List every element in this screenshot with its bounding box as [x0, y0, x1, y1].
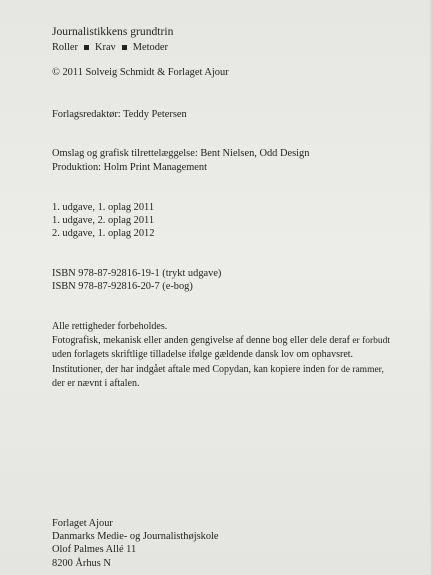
- rights-line-tail: for de rammer,: [325, 364, 384, 375]
- book-title: Journalistikkens grundtrin: [52, 25, 174, 38]
- rights-line-main: Institutioner, der har indgået aftale med Copydan, kan kopiere inden: [52, 363, 326, 375]
- rights-line: [52, 363, 390, 377]
- edition-item: 1. udgave, 1. oplag 2011: [52, 202, 155, 213]
- publisher-institution: Danmarks Medie- og Journalisthøjskole: [52, 531, 219, 543]
- isbn-list: [52, 267, 221, 293]
- subtitle-item-metoder: Metoder: [132, 42, 168, 53]
- rights-line: uden forlagets skriftlige tilladelse ifølge gældende dansk lov om ophavsret.: [52, 349, 354, 361]
- publisher-address: [52, 517, 219, 570]
- edition-item: 2. udgave, 1. oplag 2012: [52, 228, 155, 240]
- edition-item: 1. udgave, 2. oplag 2011: [52, 215, 155, 227]
- subtitle-item-krav: Krav: [94, 42, 116, 53]
- copyright-line: © 2011 Solveig Schmidt & Forlaget Ajour: [52, 67, 229, 78]
- square-bullet-icon: [122, 45, 127, 50]
- isbn-item: ISBN 978-87-92816-20-7 (e-bog): [52, 281, 193, 293]
- rights-notice: [52, 320, 390, 391]
- editor-line: Forlagsredaktør: Teddy Petersen: [52, 109, 187, 120]
- subtitle-item-roller: Roller: [52, 42, 78, 53]
- publisher-street: Olof Palmes Allé 11: [52, 544, 137, 556]
- publisher-name: Forlaget Ajour: [52, 518, 113, 529]
- rights-line: der er nævnt i aftalen.: [52, 377, 140, 389]
- rights-line: [52, 334, 390, 348]
- isbn-item: ISBN 978-87-92816-19-1 (trykt udgave): [52, 268, 222, 279]
- rights-line: Alle rettigheder forbeholdes.: [52, 321, 168, 332]
- page-edge: [429, 0, 433, 575]
- square-bullet-icon: [84, 45, 89, 50]
- rights-line-main: Fotografisk, mekanisk eller anden gengivelse af denne bog eller dele deraf: [52, 335, 350, 347]
- book-subtitle: [52, 41, 168, 54]
- production-line: Produktion: Holm Print Management: [52, 162, 207, 173]
- design-line: Omslag og grafisk tilrettelæggelse: Bent Nielsen, Odd Design: [52, 148, 310, 159]
- editions-list: [52, 201, 154, 241]
- publisher-city: 8200 Århus N: [52, 557, 111, 569]
- rights-line-tail: er forbudt: [349, 336, 391, 347]
